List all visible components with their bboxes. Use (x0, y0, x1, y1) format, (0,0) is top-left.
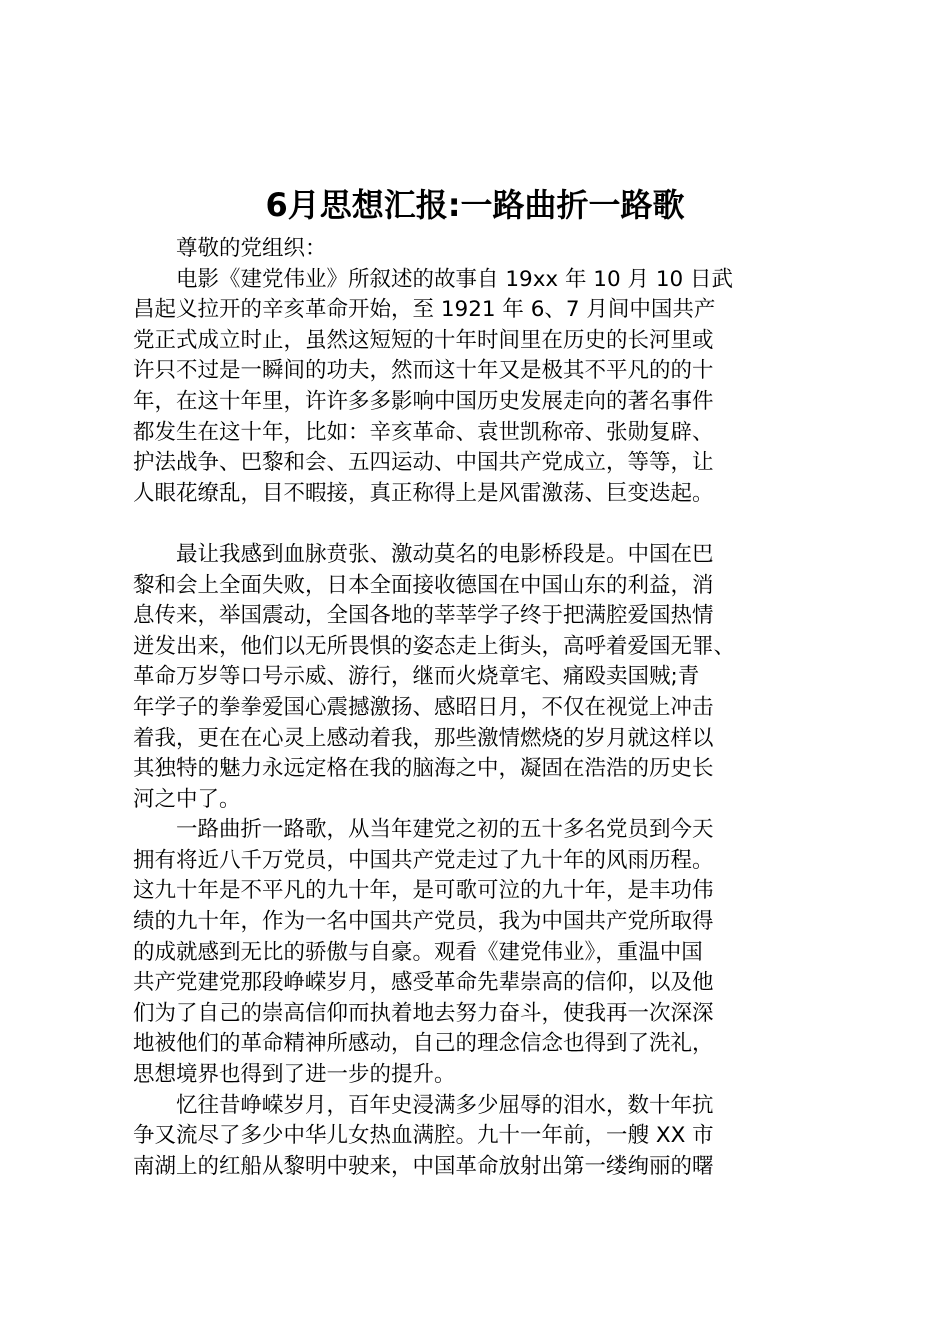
paragraph-line: 拥有将近八千万党员，中国共产党走过了九十年的风雨历程。 (133, 847, 714, 873)
paragraph-1 (133, 265, 833, 510)
paragraph-line: 一路曲折一路歌，从当年建党之初的五十多名党员到今天 (176, 817, 714, 843)
paragraph-line: 许只不过是一瞬间的功夫，然而这十年又是极其不平凡的的十 (133, 358, 714, 384)
paragraph-line: 忆往昔峥嵘岁月，百年史浸满多少屈辱的泪水，数十年抗 (176, 1092, 714, 1118)
paragraph-line: 年，在这十年里，许许多多影响中国历史发展走向的著名事件 (133, 388, 714, 414)
paragraph-line: 年学子的拳拳爱国心震撼激扬、感昭日月，不仅在视觉上冲击 (133, 694, 714, 720)
paragraph-line: 着我，更在在心灵上感动着我，那些激情燃烧的岁月就这样以 (133, 725, 714, 751)
paragraph-3 (133, 815, 833, 1090)
paragraph-line: 党正式成立时止，虽然这短短的十年时间里在历史的长河里或 (133, 327, 714, 353)
paragraph-line: 迸发出来，他们以无所畏惧的姿态走上街头，高呼着爱国无罪、 (133, 633, 736, 659)
paragraph-line: 绩的九十年，作为一名中国共产党员，我为中国共产党所取得 (133, 909, 714, 935)
paragraph-line: 共产党建党那段峥嵘岁月，感受革命先辈崇高的信仰，以及他 (133, 970, 714, 996)
paragraph-line: 争又流尽了多少中华儿女热血满腔。九十一年前，一艘 XX 市 (133, 1123, 714, 1149)
paragraph-line: 昌起义拉开的辛亥革命开始，至 1921 年 6、7 月间中国共产 (133, 297, 716, 323)
blank-line (133, 509, 833, 540)
document-body (133, 234, 833, 1182)
paragraph-line: 电影《建党伟业》所叙述的故事自 19xx 年 10 月 10 日武 (176, 266, 734, 292)
paragraph-line: 这九十年是不平凡的九十年，是可歌可泣的九十年，是丰功伟 (133, 878, 714, 904)
paragraph-line: 息传来，举国震动，全国各地的莘莘学子终于把满腔爱国热情 (133, 603, 714, 629)
paragraph-4 (133, 1091, 833, 1183)
paragraph-line: 思想境界也得到了进一步的提升。 (133, 1062, 456, 1088)
salutation: 尊敬的党组织： (176, 236, 327, 261)
paragraph-line: 革命万岁等口号示威、游行，继而火烧章宅、痛殴卖国贼;青 (133, 664, 700, 690)
paragraph-line: 河之中了。 (133, 786, 241, 812)
paragraph-line: 最让我感到血脉贲张、激动莫名的电影桥段是。中国在巴 (176, 541, 714, 567)
paragraph-line: 的成就感到无比的骄傲与自豪。观看《建党伟业》，重温中国 (133, 939, 703, 965)
document-title: 6月思想汇报:一路曲折一路歌 (265, 186, 685, 224)
paragraph-line: 人眼花缭乱，目不暇接，真正称得上是风雷激荡、巨变迭起。 (133, 480, 714, 506)
paragraph-line: 们为了自己的崇高信仰而执着地去努力奋斗，使我再一次深深 (133, 1000, 714, 1026)
paragraph-2 (133, 540, 833, 815)
paragraph-line: 都发生在这十年，比如：辛亥革命、袁世凯称帝、张勋复辟、 (133, 419, 714, 445)
paragraph-line: 护法战争、巴黎和会、五四运动、中国共产党成立，等等，让 (133, 450, 714, 476)
paragraph-line: 黎和会上全面失败，日本全面接收德国在中国山东的利益，消 (133, 572, 714, 598)
paragraph-line: 其独特的魅力永远定格在我的脑海之中，凝固在浩浩的历史长 (133, 756, 714, 782)
paragraph-line: 地被他们的革命精神所感动，自己的理念信念也得到了洗礼， (133, 1031, 714, 1057)
paragraph-line: 南湖上的红船从黎明中驶来，中国革命放射出第一缕绚丽的曙 (133, 1153, 714, 1179)
